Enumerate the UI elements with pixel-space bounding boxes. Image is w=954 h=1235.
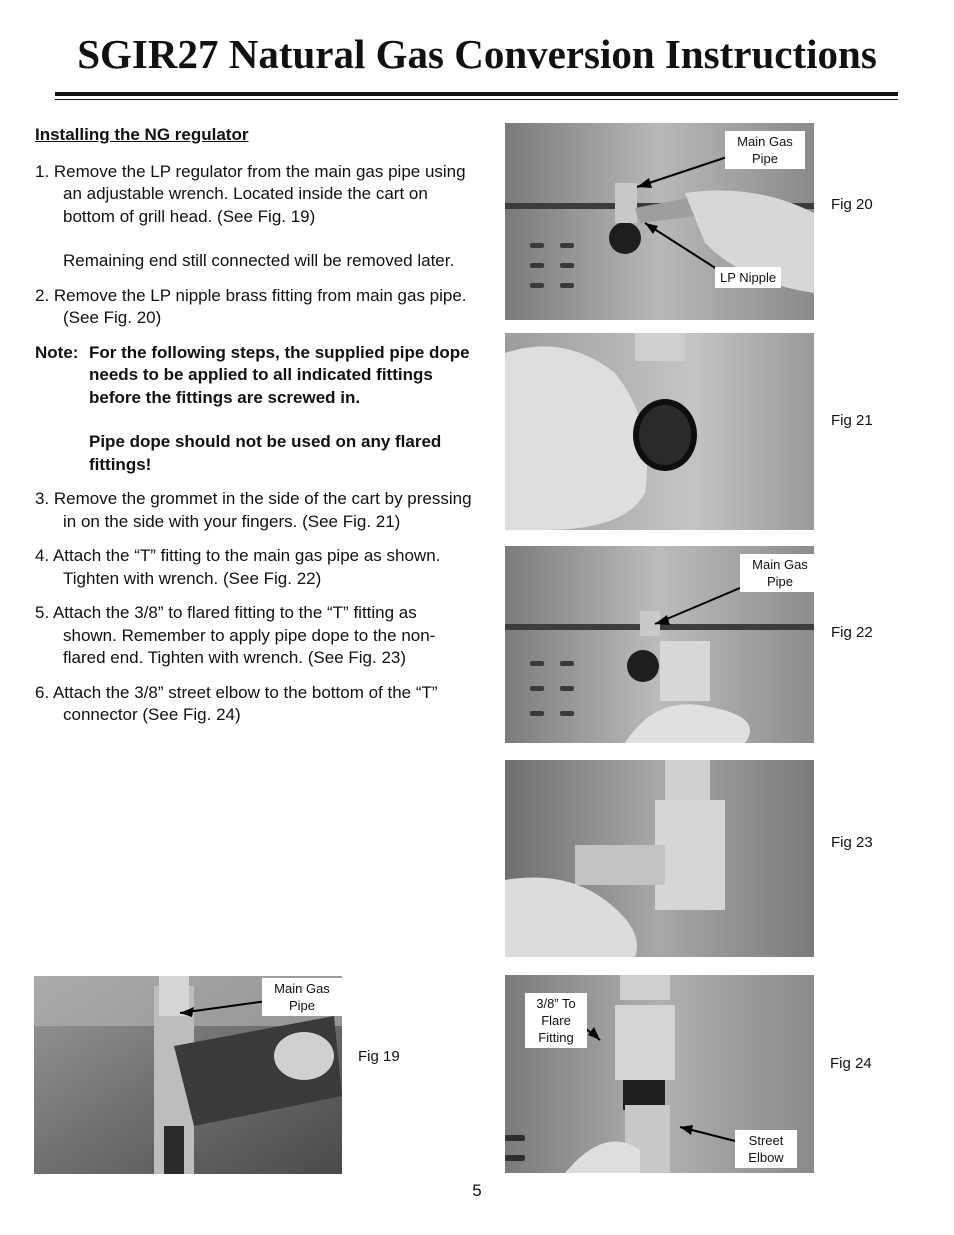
fig21-label: Fig 21 (831, 412, 873, 429)
step-6: 6. Attach the 3/8” street elbow to the bottom of the “T” connector (See Fig. 24) (35, 682, 438, 724)
step-2: 2. Remove the LP nipple brass fitting from main gas pipe. (See Fig. 20) (35, 285, 467, 327)
step-1 (35, 161, 475, 273)
step-subtext: Remaining end still connected will be removed later. (63, 251, 455, 270)
fig19-label: Fig 19 (358, 1048, 400, 1065)
fig24-callout-flare-fitting: 3/8” To Flare Fitting (525, 993, 587, 1048)
fig22-callout-main-gas-pipe: Main Gas Pipe (740, 554, 814, 592)
step-text: 1. Remove the LP regulator from the main gas pipe using an adjustable wrench. Located inside the cart on bottom of grill head. (See Fig. 19) (35, 161, 466, 226)
title-rule (55, 92, 898, 96)
step-3: 3. Remove the grommet in the side of the cart by pressing in on the side with your fingers. (See Fig. 21) (35, 489, 472, 531)
fig21-photo (505, 333, 814, 530)
note-warning: Pipe dope should not be used on any flared fittings! (89, 432, 442, 474)
fig24-photo (505, 975, 814, 1173)
fig23-label: Fig 23 (831, 834, 873, 851)
fig22-label: Fig 22 (831, 624, 873, 641)
title-rule-thin (55, 99, 898, 100)
fig19-callout-main-gas-pipe: Main Gas Pipe (262, 978, 342, 1016)
fig24-label: Fig 24 (830, 1055, 872, 1072)
page-title: SGIR27 Natural Gas Conversion Instructions (77, 31, 877, 77)
fig20-callout-main-gas-pipe: Main Gas Pipe (725, 131, 805, 169)
fig23-photo (505, 760, 814, 957)
step-4: 4. Attach the “T” fitting to the main gas pipe as shown. Tighten with wrench. (See Fig. 22) (35, 546, 441, 588)
fig20-label: Fig 20 (831, 196, 873, 213)
fig24-callout-street-elbow: Street Elbow (735, 1130, 797, 1168)
fig19-photo (34, 976, 342, 1174)
section-heading: Installing the NG regulator (35, 125, 249, 144)
fig20-photo (505, 123, 814, 320)
fig20-callout-lp-nipple: LP Nipple (715, 267, 781, 288)
instructions-column (35, 124, 475, 739)
note-text: For the following steps, the supplied pipe dope needs to be applied to all indicated fittings before the fittings are screwed in. (89, 342, 470, 407)
note-label: Note: (35, 342, 79, 362)
step-5: 5. Attach the 3/8” to flared fitting to the “T” fitting as shown. Remember to apply pipe dope to the non-flared end. Tighten with wrench. (See Fig. 23) (35, 603, 436, 667)
note-block (35, 342, 475, 477)
fig22-photo (505, 546, 814, 743)
page-number: 5 (472, 1181, 482, 1200)
note-body (89, 342, 475, 477)
